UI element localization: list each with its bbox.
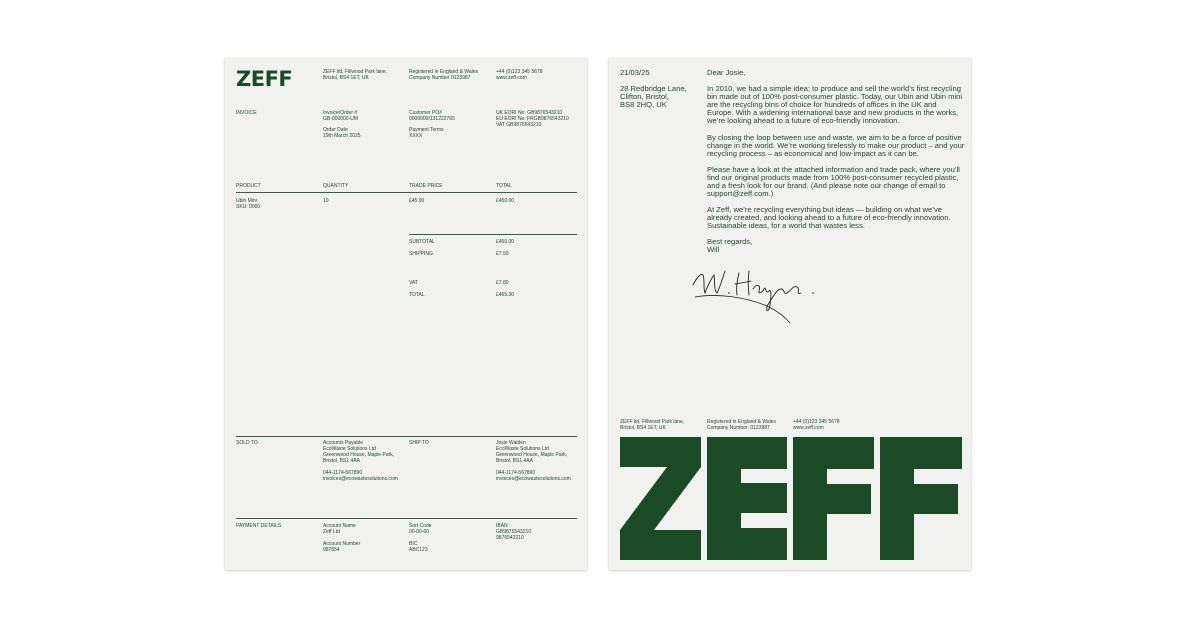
company-registration: Registered in England & Wales Company Number 0123987 — [409, 69, 479, 81]
company-contact: +44 (0)123 345 5678 www.zeff.com — [496, 69, 543, 81]
table-header-product: PRODUCT — [236, 183, 261, 189]
ship-to-label: SHIP TO — [409, 440, 429, 446]
subtotal-label: SUBTOTAL — [409, 239, 435, 245]
letter-sheet — [609, 58, 971, 570]
subtotal-value: £450.00 — [496, 239, 515, 245]
table-header-trade-price: TRADE PRICE — [409, 183, 443, 189]
total-label: TOTAL — [409, 292, 425, 298]
letter-paragraph-2: By closing the loop between use and waste, we aim to be a force of positive change in the world. We’re working tirelessly to make our product – and your recycling process – as economical and low-impact as it can be. — [707, 133, 965, 159]
sold-to-address: Accounts Payable EcoWaste Solutions Ltd Greenwood House, Maple Park, Bristol, BS1 4AA 044-1174-567890 invoices@ecowastesolutions.com — [323, 440, 398, 482]
table-header-quantity: QUANTITY — [323, 183, 349, 189]
account-number: Account Number 987654 — [323, 541, 361, 553]
row-trade-price: £45.00 — [409, 198, 425, 204]
letter-greeting: Dear Josie, — [707, 68, 746, 77]
iban: IBAN GB9876543210 9876543210 — [496, 523, 532, 541]
recipient-address: 28 Redbridge Lane, Clifton, Bristol, BS8 2HQ, UK — [620, 84, 687, 110]
letter-paragraph-4: At Zeff, we’re recycling everything but ideas — building on what we’ve already created, and looking ahead to a future of eco-friendly innovation. Sustainable ideas, for a world that wastes less. — [707, 205, 951, 231]
footer-contact: +44 (0)123 345 5678 www.zeff.com — [793, 419, 840, 431]
account-name: Account Name Zeff Ltd — [323, 523, 356, 535]
invoice-order-number: Invoice/Order # GB-000000-UM — [323, 110, 359, 122]
vat-value: £7.80 — [496, 280, 509, 286]
table-header-divider — [236, 192, 577, 193]
logo-letter-f-2 — [880, 437, 962, 560]
logo-letter-e — [707, 437, 787, 560]
shipping-value: £7.50 — [496, 251, 509, 257]
order-date: Order Date 19th March 2025 — [323, 127, 361, 139]
footer-registration: Registered in England & Wales Company Number: 0123987 — [707, 419, 777, 431]
sold-to-label: SOLD TO — [236, 440, 258, 446]
totals-divider — [409, 234, 577, 235]
zeff-large-logo — [620, 437, 962, 560]
sort-code: Sort Code 00-00-00 — [409, 523, 432, 535]
handwritten-signature — [687, 263, 827, 325]
customer-po: Customer PO# 0000000/131222765 — [409, 110, 455, 122]
zeff-logo: ZEFF — [236, 67, 293, 91]
letter-date: 21/03/25 — [620, 68, 650, 77]
vat-label: VAT — [409, 280, 418, 286]
logo-letter-z — [620, 437, 701, 560]
payment-terms: Payment Terms XXXX — [409, 127, 444, 139]
ship-to-address: Josie Walden EcoWaste Solutions Ltd Greenwood House, Maple Park, Bristol, BS1 4AA 044-1174-567890 invoices@ecowastesolutions.com — [496, 440, 571, 482]
invoice-sheet — [225, 58, 587, 570]
shipping-label: SHIPPING — [409, 251, 433, 257]
table-header-total: TOTAL — [496, 183, 512, 189]
bic-code: BIC ABC123 — [409, 541, 428, 553]
eori-vat-numbers: UK EORI No: GB9876543210 EU EORI No: FRGB9876543210 VAT GB9876543210 — [496, 110, 569, 128]
row-product: Ubin Mini SKU: 0000 — [236, 198, 261, 210]
payment-divider — [236, 518, 577, 519]
footer-address: ZEFF ltd, Fillwood Park lane, Bristol, BS4 1ET, UK — [620, 419, 685, 431]
row-total: £450.00 — [496, 198, 515, 204]
letter-paragraph-3: Please have a look at the attached information and trade pack, where you’ll find our original products made from 100% post-consumer recycled plastic, and a fresh look for our brand. (And please note our change of email to support@zeff.com.) — [707, 165, 960, 199]
invoice-label: INVOICE — [236, 110, 257, 116]
payment-details-label: PAYMENT DETAILS — [236, 523, 282, 529]
letter-signoff: Best regards, Will — [707, 237, 753, 255]
company-address: ZEFF ltd, Fillwood Park lane, Bristol, BS4 1ET, UK — [323, 69, 388, 81]
letter-paragraph-1: In 2010, we had a simple idea: to produce and sell the world’s first recycling bin made out of 100% post-consumer plastic. Today, our Ubin and Ubin mini are the recycling bins of choice for hundreds of offices in the UK and Europe. With a widening international base and new products in the works, we’re looking ahead to a future of eco-friendly innovation. — [707, 84, 963, 126]
logo-letter-f-1 — [793, 437, 874, 560]
address-divider — [236, 436, 577, 437]
row-quantity: 10 — [323, 198, 329, 204]
total-value: £465.30 — [496, 292, 515, 298]
